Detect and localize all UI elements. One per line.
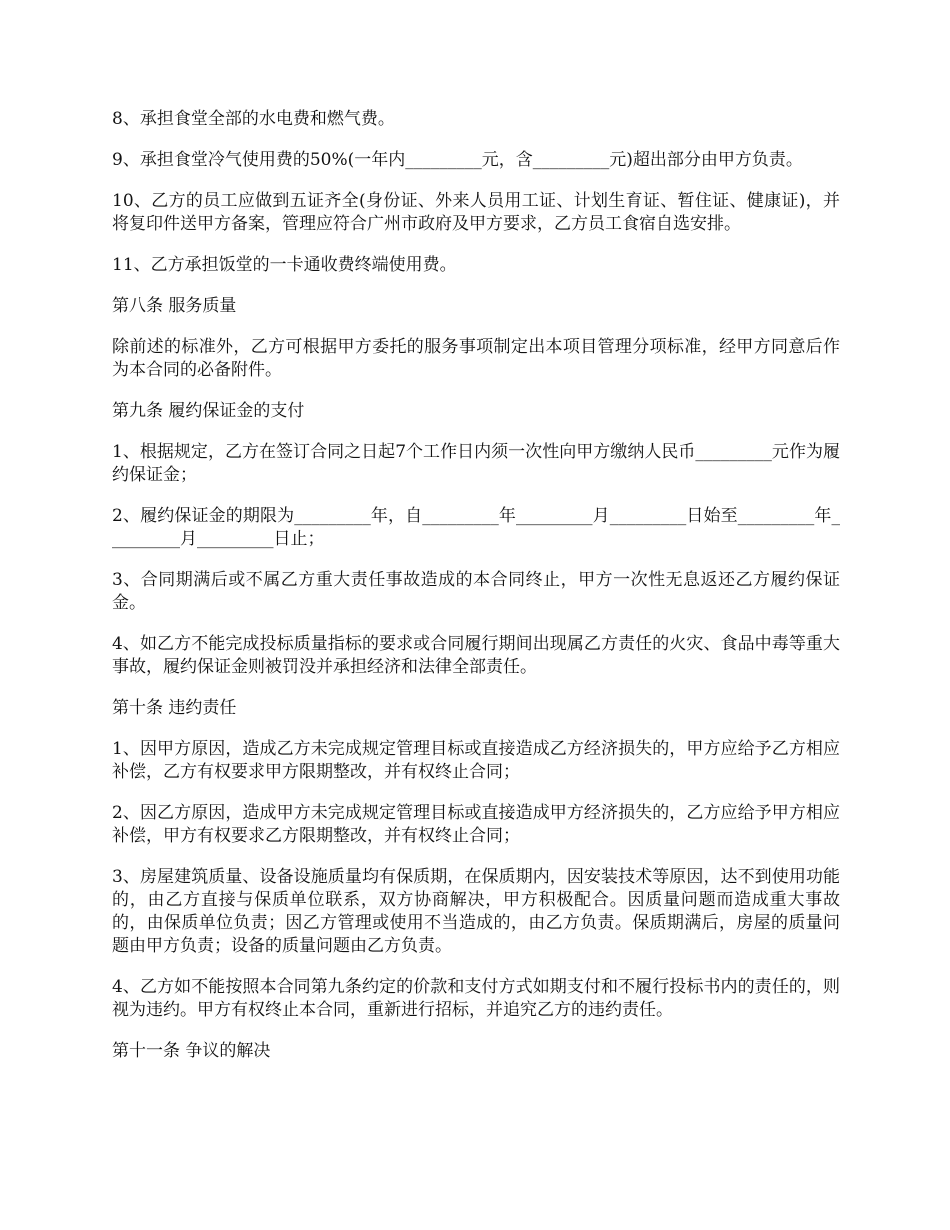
clause-item-9: 9、承担食堂冷气使用费的50%(一年内_________元，含_________元)超出部分由甲方负责。 [112,150,803,170]
article-10-heading: 第十条 违约责任 [112,698,237,718]
liability-item-1: 1、因甲方原因，造成乙方未完成规定管理目标或直接造成乙方经济损失的，甲方应给予乙方相应补偿，乙方有权要求甲方限期整改，并有权终止合同； [112,739,840,782]
document-page [112,108,840,1081]
liability-item-4: 4、乙方如不能按照本合同第九条约定的价款和支付方式如期支付和不履行投标书内的责任的，则视为违约。甲方有权终止本合同，重新进行招标，并追究乙方的违约责任。 [112,977,840,1020]
service-quality-paragraph: 除前述的标准外，乙方可根据甲方委托的服务事项制定出本项目管理分项标准，经甲方同意后作为本合同的必备附件。 [112,337,840,380]
article-11-heading: 第十一条 争议的解决 [112,1041,271,1061]
article-9-heading: 第九条 履约保证金的支付 [112,401,305,421]
article-8-heading: 第八条 服务质量 [112,296,237,316]
deposit-item-2: 2、履约保证金的期限为_________年，自_________年_________月_________日始至_________年_________月_________日止； [112,506,840,549]
deposit-item-4: 4、如乙方不能完成投标质量指标的要求或合同履行期间出现属乙方责任的火灾、食品中毒等重大事故，履约保证金则被罚没并承担经济和法律全部责任。 [112,634,840,677]
clause-item-11: 11、乙方承担饭堂的一卡通收费终端使用费。 [112,255,457,275]
clause-item-10: 10、乙方的员工应做到五证齐全(身份证、外来人员用工证、计划生育证、暂住证、健康证)，并将复印件送甲方备案，管理应符合广州市政府及甲方要求，乙方员工食宿自选安排。 [112,191,840,234]
deposit-item-1: 1、根据规定，乙方在签订合同之日起7个工作日内须一次性向甲方缴纳人民币_________元作为履约保证金； [112,442,840,485]
clause-item-8: 8、承担食堂全部的水电费和燃气费。 [112,109,395,129]
liability-item-3: 3、房屋建筑质量、设备设施质量均有保质期，在保质期内，因安装技术等原因，达不到使用功能的，由乙方直接与保质单位联系，双方协商解决，甲方积极配合。因质量问题而造成重大事故的，由保质单位负责；因乙方管理或使用不当造成的，由乙方负责。保质期满后，房屋的质量问题由甲方负责；设备的质量问题由乙方负责。 [112,867,840,956]
liability-item-2: 2、因乙方原因，造成甲方未完成规定管理目标或直接造成甲方经济损失的，乙方应给予甲方相应补偿，甲方有权要求乙方限期整改，并有权终止合同； [112,803,840,846]
deposit-item-3: 3、合同期满后或不属乙方重大责任事故造成的本合同终止，甲方一次性无息返还乙方履约保证金。 [112,570,840,613]
